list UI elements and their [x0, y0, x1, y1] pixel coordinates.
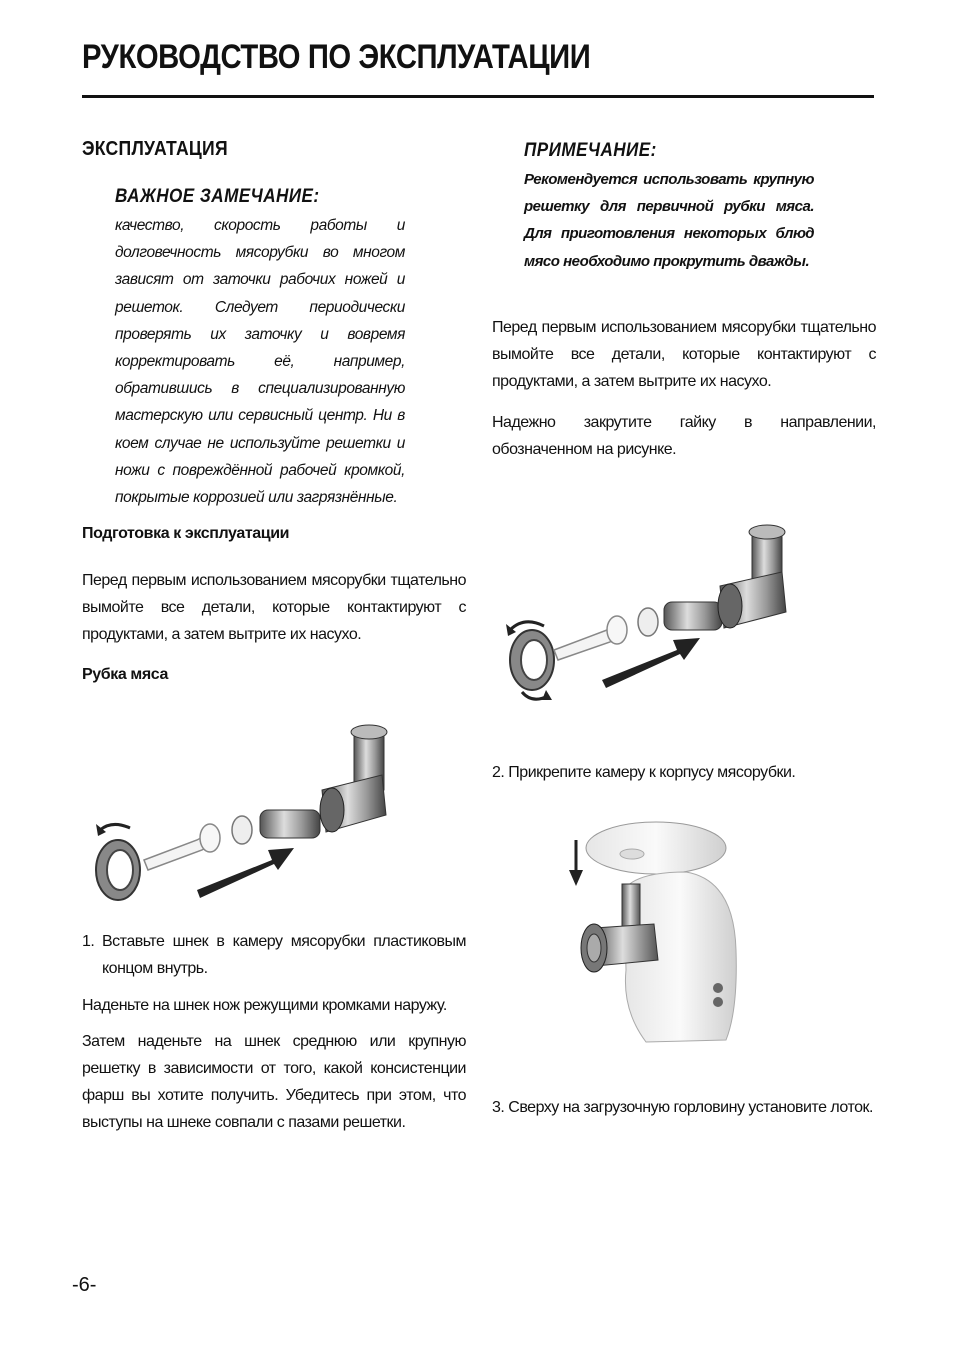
assembly-figure-2: [502, 520, 792, 710]
grinder-figure: [566, 810, 746, 1070]
knife-text: Наденьте на шнек нож режущими кромками наружу.: [82, 997, 447, 1014]
page-number: -6-: [72, 1274, 97, 1296]
note-title: ПРИМЕЧАНИЕ:: [524, 140, 657, 161]
knife-icon: [638, 608, 658, 636]
nut-text: Надежно закрутите гайку в направлении, обозначенном на рисунке.: [492, 414, 876, 458]
direction-arrow-icon: [197, 848, 294, 898]
step-1: [82, 928, 466, 982]
important-note-text: качество, скорость работы и долговечность мясорубки во многом зависят от заточки рабочих ножей и решеток. Следует периодически проверять их заточку и вовремя корректировать её, например, обратившись в специализированную мастерскую или сервисный центр. Ни в коем случае не используйте решетки и ножи с повреждённой рабочей кромкой, покрытые коррозией или загрязнённые.: [115, 217, 405, 507]
note-text: Рекомендуется использовать крупную решетку для первичной рубки мяса. Для приготовления некоторых блюд мясо необходимо прокрутить дважды.: [524, 171, 814, 270]
rotate-arrow-top-icon: [510, 622, 544, 630]
direction-arrow-icon: [602, 638, 700, 688]
button-icon: [713, 983, 723, 993]
section-title: ЭКСПЛУАТАЦИЯ: [82, 138, 228, 160]
prep-text: Перед первым использованием мясорубки тщательно вымойте все детали, которые контактируют с продуктами, а затем вытрите их насухо.: [82, 572, 466, 643]
chop-title: Рубка мяса: [82, 666, 168, 683]
prep-title: Подготовка к эксплуатации: [82, 525, 290, 542]
assembly-figure-1: [82, 720, 392, 910]
page-title: РУКОВОДСТВО ПО ЭКСПЛУАТАЦИИ: [82, 38, 591, 76]
screw-icon: [260, 810, 320, 838]
step-1-number: 1.: [82, 933, 95, 950]
grid-text: Затем наденьте на шнек среднюю или крупную решетку в зависимости от того, какой консистенции фарш вы хотите получить. Убедитесь при этом, что выступы на шнеке совпали с пазами решетки.: [82, 1033, 466, 1131]
screw-icon: [664, 602, 722, 630]
tray-icon: [586, 822, 726, 874]
important-note: [115, 186, 405, 511]
note-block: [524, 140, 814, 275]
rotate-arrow-icon: [100, 824, 130, 830]
wash-text: Перед первым использованием мясорубки тщательно вымойте все детали, которые контактируют с продуктами, а затем вытрите их насухо.: [492, 319, 876, 390]
title-underline: [82, 95, 874, 98]
step-2-text: 2. Прикрепите камеру к корпусу мясорубки.: [492, 764, 796, 781]
step-3-text: 3. Сверху на загрузочную горловину установите лоток.: [492, 1099, 873, 1116]
step-1-text: Вставьте шнек в камеру мясорубки пластиковым концом внутрь.: [102, 933, 466, 977]
important-note-title: ВАЖНОЕ ЗАМЕЧАНИЕ:: [115, 186, 320, 207]
knife-icon: [232, 816, 252, 844]
